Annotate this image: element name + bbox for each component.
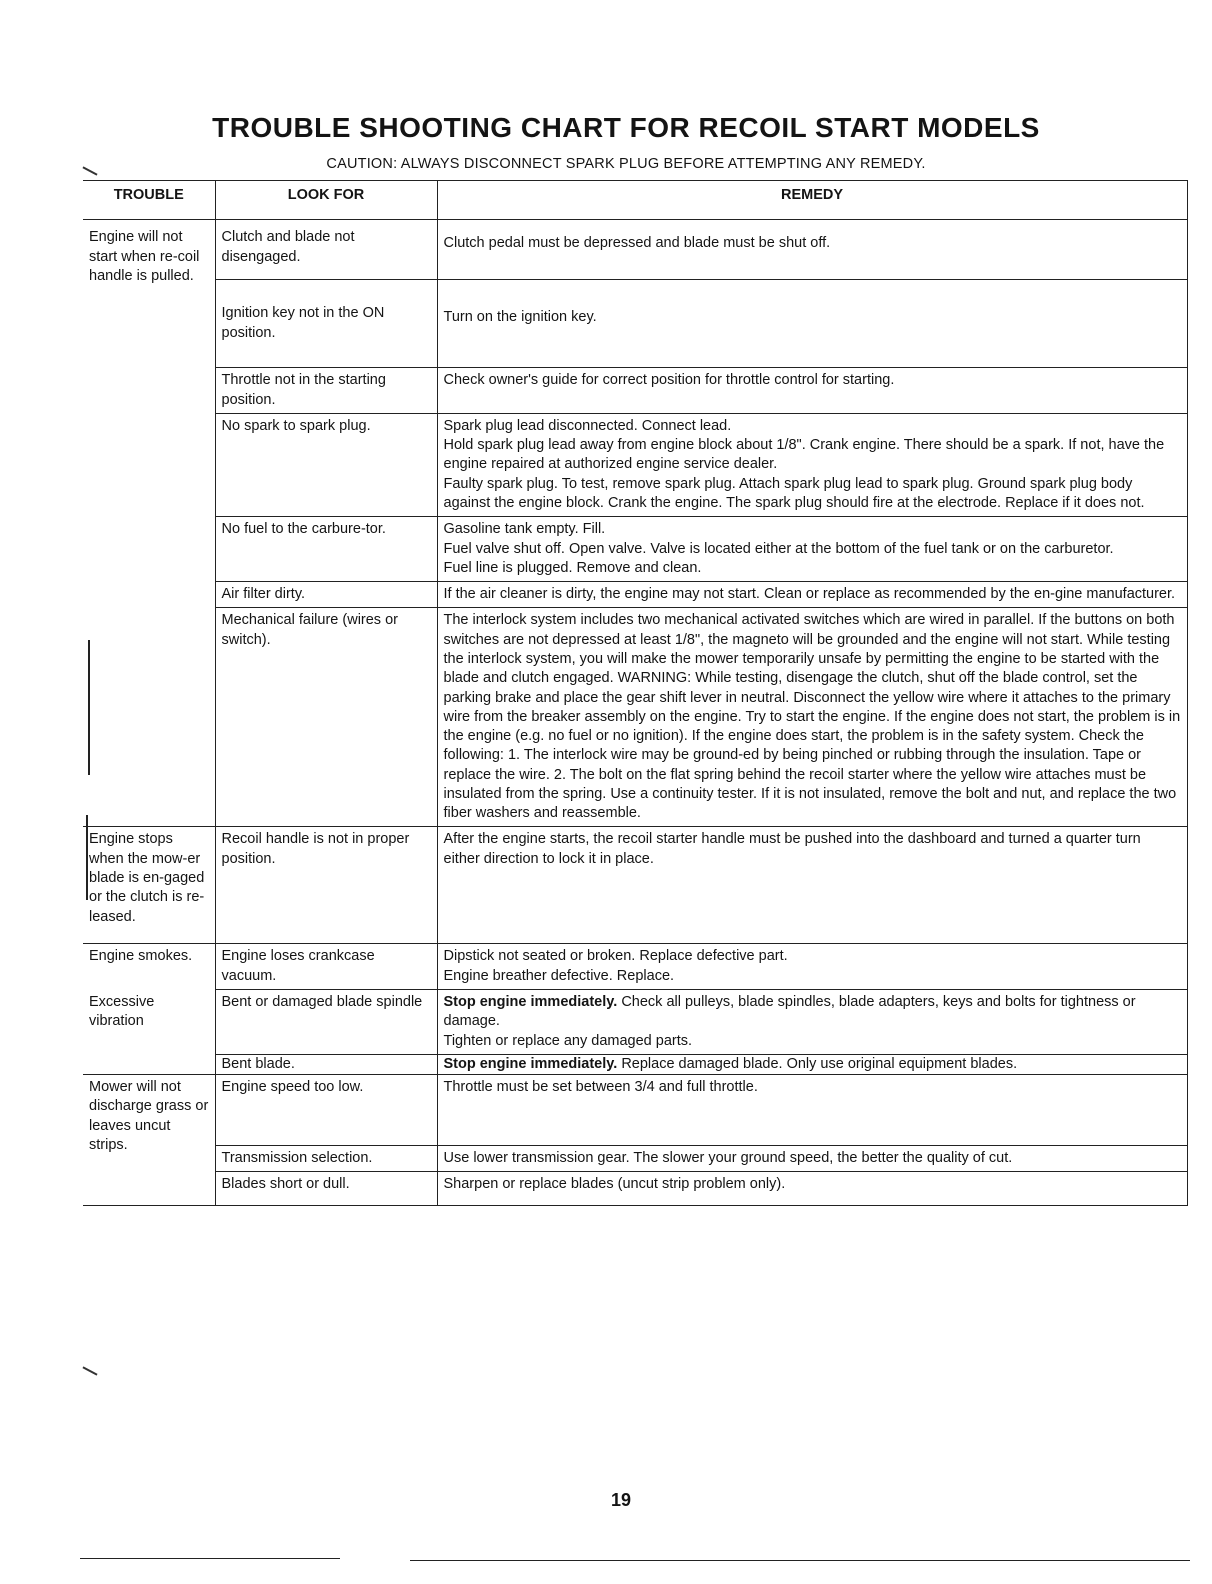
look-for-cell: Air filter dirty. (215, 582, 437, 608)
remedy-line: Clutch pedal must be depressed and blade must be shut off. (443, 235, 831, 252)
look-for-cell: Bent blade. (215, 1054, 437, 1074)
trouble-cell: Engine will not start when re-coil handle is pulled. (83, 220, 215, 827)
remedy-cell (437, 582, 1187, 608)
look-for-cell: No spark to spark plug. (215, 413, 437, 516)
look-for-cell: Recoil handle is not in proper position. (215, 827, 437, 944)
remedy-line: Fuel line is plugged. Remove and clean. (443, 559, 702, 576)
column-header-remedy: REMEDY (437, 181, 1187, 220)
footer-rule (410, 1560, 1190, 1561)
remedy-cell (437, 280, 1187, 368)
table-row (83, 280, 1187, 368)
look-for-cell: Blades short or dull. (215, 1172, 437, 1205)
remedy-cell (437, 1172, 1187, 1205)
remedy-cell (437, 827, 1187, 944)
remedy-line: After the engine starts, the recoil starter handle must be pushed into the dashboard and turned a quarter turn either direction to lock it in place. (443, 831, 1141, 867)
remedy-line: Dipstick not seated or broken. Replace defective part. (443, 948, 788, 965)
table-row (83, 1172, 1187, 1205)
remedy-line: Throttle must be set between 3/4 and full throttle. (443, 1079, 758, 1096)
remedy-line: Faulty spark plug. To test, remove spark plug. Attach spark plug lead to spark plug. Ground spark plug body against the engine block. Crank the engine. The spark plug should fire at the electrode. Replace if it does not. (443, 475, 1145, 511)
table-header-row (83, 181, 1187, 220)
table-row (83, 582, 1187, 608)
remedy-cell (437, 220, 1187, 280)
trouble-cell: Engine stops when the mow-er blade is en-gaged or the clutch is re-leased. (83, 827, 215, 944)
look-for-cell: Mechanical failure (wires or switch). (215, 608, 437, 827)
table-row (83, 517, 1187, 582)
remedy-cell (437, 517, 1187, 582)
table-row (83, 1146, 1187, 1172)
remedy-line: Hold spark plug lead away from engine block about 1/8". Crank engine. There should be a spark. If not, have the engine repaired at authorized engine service dealer. (443, 437, 1165, 473)
remedy-line: Engine breather defective. Replace. (443, 967, 675, 984)
remedy-emphasis: Stop engine immediately. (443, 994, 618, 1011)
page-title: TROUBLE SHOOTING CHART FOR RECOIL START MODELS (212, 112, 1040, 143)
table-row (83, 944, 1187, 990)
column-header-look-for: LOOK FOR (215, 181, 437, 220)
look-for-cell: Engine loses crankcase vacuum. (215, 944, 437, 990)
trouble-cell: Excessive vibration (83, 990, 215, 1075)
remedy-line: Check owner's guide for correct position for throttle control for starting. (443, 372, 895, 389)
remedy-line: Use lower transmission gear. The slower your ground speed, the better the quality of cut. (443, 1150, 1013, 1167)
remedy-emphasis: Stop engine immediately. (443, 1055, 618, 1072)
look-for-cell: Bent or damaged blade spindle (215, 990, 437, 1055)
table-row (83, 1075, 1187, 1146)
remedy-line: Gasoline tank empty. Fill. (443, 521, 606, 538)
remedy-cell (437, 368, 1187, 414)
remedy-line: Check all pulleys, blade spindles, blade adapters, keys and bolts for tightness or damage. (443, 994, 1136, 1030)
trouble-cell: Engine smokes. (83, 944, 215, 990)
remedy-cell (437, 990, 1187, 1055)
remedy-line: Spark plug lead disconnected. Connect lead. (443, 417, 732, 434)
table-row (83, 413, 1187, 516)
remedy-line: Replace damaged blade. Only use original equipment blades. (621, 1055, 1018, 1072)
remedy-line: The interlock system includes two mechanical activated switches which are wired in parallel. If the buttons on both switches are not depressed at least 1/8", the magneto will be grounded and the engine will not start. While testing the interlock system, you will make the mower temporarily unsafe by permitting the engine to be started with the blade and clutch engaged. WARNING: While testing, disengage the clutch, shut off the blade control, set the parking brake and place the gear shift lever in neutral. Disconnect the yellow wire where it attaches to the primary wire from the breaker assembly on the engine. Try to start the engine. If the engine does not start, the problem is in the engine (e.g. no fuel or no ignition). If the engine does start, the problem is in the safety system. Check the following: 1. The interlock wire may be ground-ed by being pinched or rubbing through the insulation. Tape or replace the wire. 2. The bolt on the flat spring behind the recoil starter where the yellow wire attaches must be insulated from the spring. Use a continuity tester. If it is not insulated, remove the bolt and nut, and replace the two fiber washers and reassemble. (443, 612, 1181, 822)
remedy-cell (437, 608, 1187, 827)
remedy-cell (437, 413, 1187, 516)
remedy-line: Tighten or replace any damaged parts. (443, 1032, 693, 1049)
table-row (83, 608, 1187, 827)
table-row (83, 990, 1187, 1055)
remedy-line: If the air cleaner is dirty, the engine may not start. Clean or replace as recommended by the en-gine manufacturer. (443, 586, 1176, 603)
remedy-cell (437, 1146, 1187, 1172)
table-row (83, 827, 1187, 944)
remedy-line: Turn on the ignition key. (443, 309, 597, 326)
margin-mark (82, 1366, 97, 1375)
caution-note: CAUTION: ALWAYS DISCONNECT SPARK PLUG BEFORE ATTEMPTING ANY REMEDY. (326, 156, 926, 172)
look-for-cell: No fuel to the carbure-tor. (215, 517, 437, 582)
remedy-line: Sharpen or replace blades (uncut strip problem only). (443, 1176, 786, 1193)
look-for-cell: Transmission selection. (215, 1146, 437, 1172)
table-row (83, 220, 1187, 280)
remedy-cell (437, 944, 1187, 990)
look-for-cell: Clutch and blade not disengaged. (215, 220, 437, 280)
table-row (83, 368, 1187, 414)
page-number: 19 (610, 1490, 632, 1510)
look-for-cell: Ignition key not in the ON position. (215, 280, 437, 368)
remedy-cell (437, 1075, 1187, 1146)
remedy-line: Fuel valve shut off. Open valve. Valve is located either at the bottom of the fuel tank or on the carburetor. (443, 540, 1114, 557)
table-row (83, 1054, 1187, 1074)
look-for-cell: Engine speed too low. (215, 1075, 437, 1146)
column-header-trouble: TROUBLE (83, 181, 215, 220)
footer-rule (80, 1558, 340, 1559)
look-for-cell: Throttle not in the starting position. (215, 368, 437, 414)
trouble-cell: Mower will not discharge grass or leaves uncut strips. (83, 1075, 215, 1206)
troubleshooting-table (83, 180, 1188, 1206)
remedy-cell (437, 1054, 1187, 1074)
